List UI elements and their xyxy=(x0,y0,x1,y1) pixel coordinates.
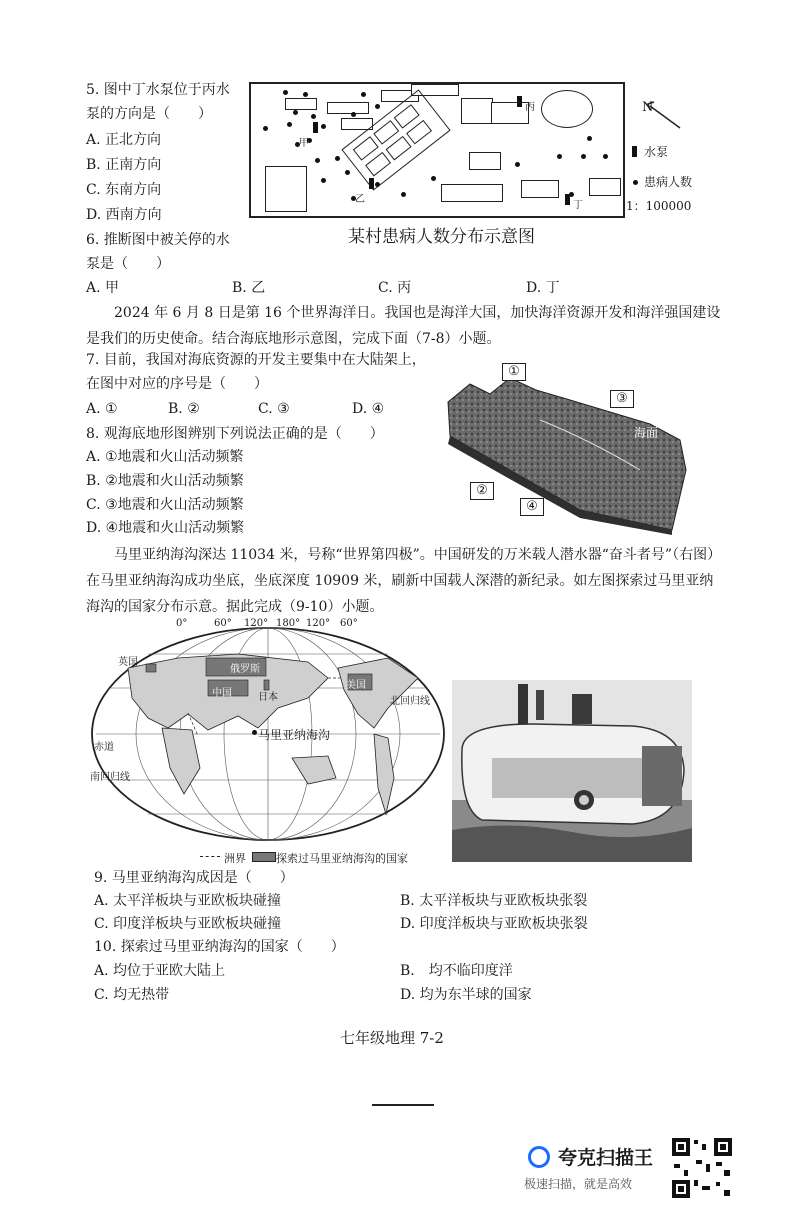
q6-stem-line1: 6. 推断图中被关停的水 xyxy=(86,232,230,248)
lon-0: 0° xyxy=(176,618,188,629)
q6-stem-line2: 泵是（ ） xyxy=(86,256,170,272)
scanner-brand: 夸克扫描王 xyxy=(558,1147,654,1169)
legend-patient: 患病人数 xyxy=(644,175,693,189)
q6-option-c: C. 丙 xyxy=(378,280,412,296)
seafloor-marker-2: ② xyxy=(470,482,494,500)
map-scale: 1：100000 xyxy=(626,199,692,213)
pump-legend-icon xyxy=(632,146,637,157)
north-label: N xyxy=(642,100,654,115)
sea-surface-label: 海面 xyxy=(634,426,659,440)
q10-stem: 10. 探索过马里亚纳海沟的国家（ ） xyxy=(94,939,345,955)
q9-option-a: A. 太平洋板块与亚欧板块碰撞 xyxy=(94,893,282,909)
submersible-photo xyxy=(452,680,692,862)
q10-option-d: D. 均为东半球的国家 xyxy=(400,987,532,1003)
seafloor-marker-4: ④ xyxy=(520,498,544,516)
label-equator: 赤道 xyxy=(94,742,114,753)
patient-legend-icon xyxy=(633,180,638,185)
q6-option-d: D. 丁 xyxy=(526,280,560,296)
q9-stem: 9. 马里亚纳海沟成因是（ ） xyxy=(94,870,294,886)
q8-stem: 8. 观海底地形图辨别下列说法正确的是（ ） xyxy=(86,426,384,442)
seafloor-marker-1: ① xyxy=(502,363,526,381)
pump-label-ding: 丁 xyxy=(573,200,583,211)
q7-stem-line2: 在图中对应的序号是（ ） xyxy=(86,376,268,392)
scanner-slogan: 极速扫描，就是高效 xyxy=(524,1177,633,1191)
q10-option-c: C. 均无热带 xyxy=(94,987,170,1003)
q5-stem-line2: 泵的方向是（ ） xyxy=(86,106,212,122)
q7-option-c: C. ③ xyxy=(258,401,290,417)
q7-option-a: A. ① xyxy=(86,401,118,417)
scanner-logo-icon xyxy=(528,1146,550,1168)
label-tropic-cancer: 北回归线 xyxy=(390,696,430,707)
legend-pump: 水泵 xyxy=(644,145,669,159)
lon-60: 60° xyxy=(214,618,232,629)
lon-60w: 60° xyxy=(340,618,358,629)
pump-label-bing: 丙 xyxy=(525,102,535,113)
q9-option-b: B. 太平洋板块与亚欧板块张裂 xyxy=(400,893,588,909)
village-map-caption: 某村患病人数分布示意图 xyxy=(348,227,535,247)
q8-option-b: B. ②地震和火山活动频繁 xyxy=(86,473,244,489)
pump-label-jia: 甲 xyxy=(299,138,309,149)
seafloor-figure xyxy=(440,360,690,535)
label-mariana-trench: 马里亚纳海沟 xyxy=(258,728,331,742)
country-legend-icon xyxy=(252,852,276,862)
q6-option-a: A. 甲 xyxy=(86,280,120,296)
q10-option-a: A. 均位于亚欧大陆上 xyxy=(94,963,226,979)
label-china: 中国 xyxy=(212,688,232,699)
q7-stem-line1: 7. 目前，我国对海底资源的开发主要集中在大陆架上， xyxy=(86,352,426,368)
border-legend-icon xyxy=(200,856,220,857)
q10-option-b: B. 均不临印度洋 xyxy=(400,963,513,979)
intro-ocean: 2024 年 6 月 8 日是第 16 个世界海洋日。我国也是海洋大国，加快海洋资源开发和海洋强国建设是我们的历史使命。结合海底地形示意图，完成下面（7-8）小题。 xyxy=(86,305,721,347)
q7-option-d: D. ④ xyxy=(352,401,385,417)
q9-option-d: D. 印度洋板块与亚欧板块张裂 xyxy=(400,916,588,932)
q5-option-a: A. 正北方向 xyxy=(86,132,162,148)
q8-option-d: D. ④地震和火山活动频繁 xyxy=(86,520,245,536)
q5-option-d: D. 西南方向 xyxy=(86,207,162,223)
village-map xyxy=(249,82,625,218)
q9-option-c: C. 印度洋板块与亚欧板块碰撞 xyxy=(94,916,282,932)
label-uk: 英国 xyxy=(118,657,138,668)
label-tropic-capricorn: 南回归线 xyxy=(90,772,130,783)
seafloor-marker-3: ③ xyxy=(610,390,634,408)
qr-code-icon xyxy=(670,1136,734,1200)
q5-option-b: B. 正南方向 xyxy=(86,157,162,173)
q6-option-b: B. 乙 xyxy=(232,280,266,296)
label-usa: 美国 xyxy=(346,680,366,691)
q8-option-c: C. ③地震和火山活动频繁 xyxy=(86,497,244,513)
pump-label-yi: 乙 xyxy=(355,194,365,205)
intro-trench: 马里亚纳海沟深达 11034 米，号称“世界第四极”。中国研发的万米载人潜水器“奋斗者号”（右图）在马里亚纳海沟成功坐底，坐底深度 10909 米，刷新中国载人深潜的新纪录。如左图探索过马里亚纳海沟的国家分布示意。据此完成（9-10）小题。 xyxy=(86,547,722,615)
page-footer: 七年级地理 7-2 xyxy=(340,1029,444,1047)
label-russia: 俄罗斯 xyxy=(230,664,260,675)
q5-stem-line1: 5. 图中丁水泵位于丙水 xyxy=(86,82,230,98)
lon-180: 180° xyxy=(276,618,301,629)
lon-120: 120° xyxy=(244,618,269,629)
label-japan: 日本 xyxy=(258,692,278,703)
q8-option-a: A. ①地震和火山活动频繁 xyxy=(86,449,244,465)
legend-border: 洲界 xyxy=(224,852,246,865)
footer-rule xyxy=(372,1104,434,1106)
q5-option-c: C. 东南方向 xyxy=(86,182,162,198)
mariana-marker xyxy=(252,730,257,735)
lon-120w: 120° xyxy=(306,618,331,629)
legend-country: 探索过马里亚纳海沟的国家 xyxy=(276,852,408,865)
q7-option-b: B. ② xyxy=(168,401,200,417)
